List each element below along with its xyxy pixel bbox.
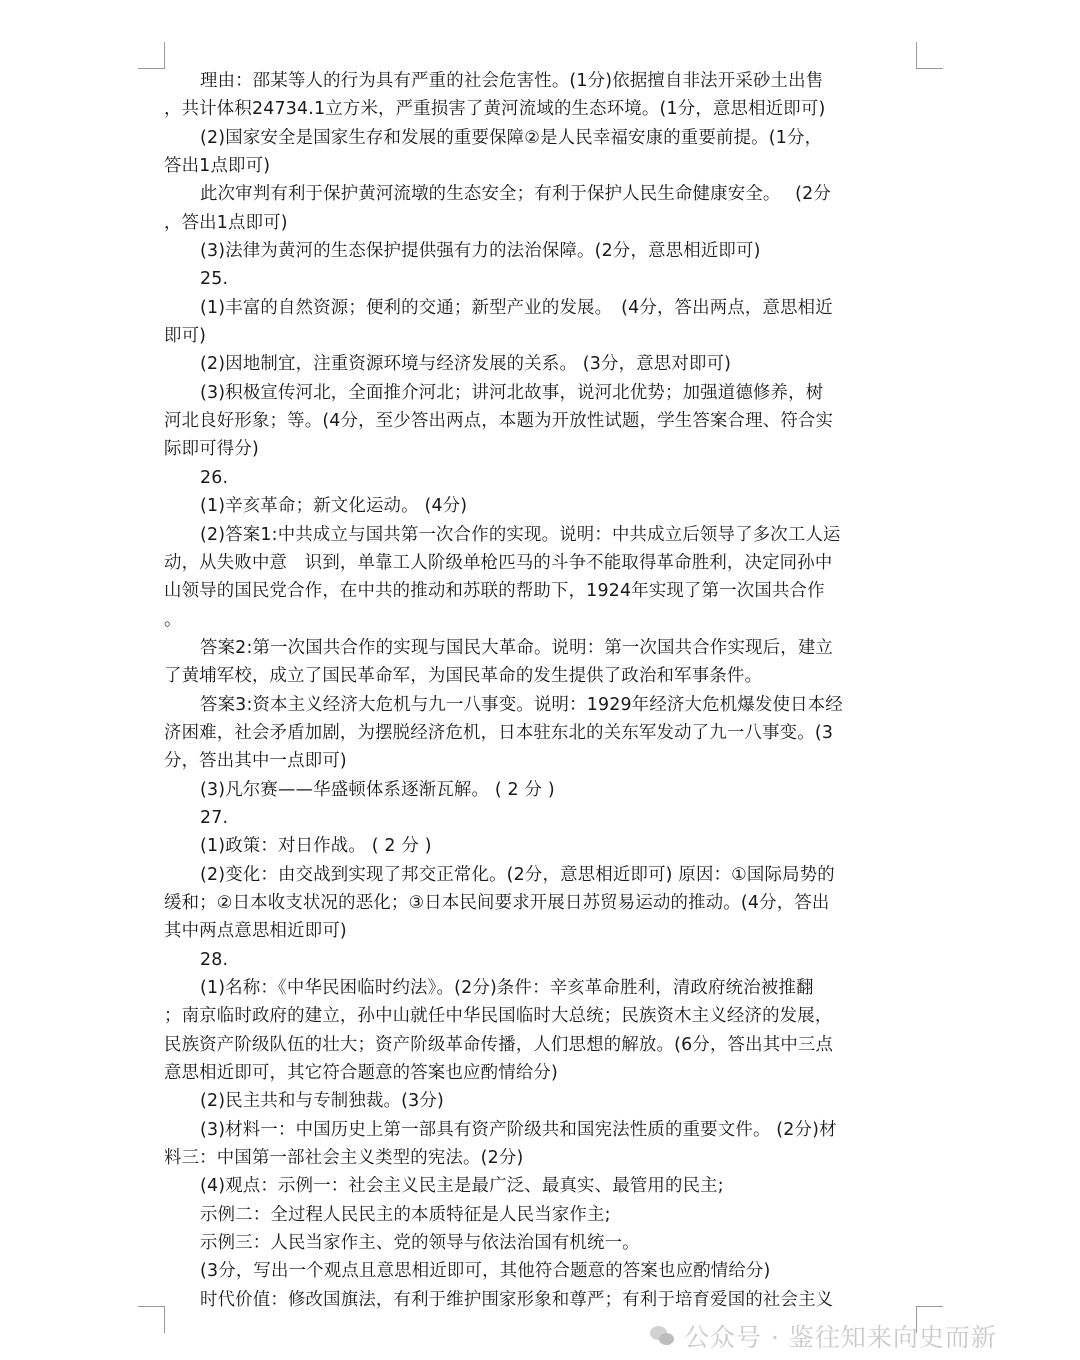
text-line: 济困难，社会矛盾加剧，为摆脱经济危机，日本驻东北的关东军发动了九一八事变。(3 xyxy=(164,722,834,743)
text-line: 25. xyxy=(200,269,229,290)
text-line: (3)法律为黄河的生态保护提供强有力的法治保障。(2分，意思相近即可) xyxy=(200,241,761,262)
text-line: 民族资产阶级队伍的壮大；资产阶级革命传播，人们思想的解放。(6分，答出其中三点 xyxy=(164,1034,834,1055)
answer-text-body xyxy=(164,67,918,1314)
text-line: 河北良好形象；等。(4分，至少答出两点，本题为开放性试题，学生答案合理、符合实 xyxy=(164,411,834,432)
text-line: 示例三：人民当家作主、党的领导与依法治国有机统一。 xyxy=(200,1233,640,1254)
crop-mark-top-left xyxy=(138,42,165,69)
text-line: 即可) xyxy=(164,326,207,347)
text-line: (2)答案1:中共成立与国共第一次合作的实现。说明：中共成立后领导了多次工人运 xyxy=(200,524,841,545)
text-line: 理由：邵某等人的行为具有严重的社会危害性。(1分)依据擅自非法开采砂土出售 xyxy=(200,71,824,91)
text-line: 时代价值：修改国旗法，有利于维护围家形象和尊严；有利于培育爱国的社会主义 xyxy=(200,1289,834,1310)
text-line: (2)变化：由交战到实现了邦交正常化。(2分，意思相近即可) 原因：①国际局势的 xyxy=(200,864,835,885)
text-line: ，答出1点即可) xyxy=(164,212,288,233)
text-line: 其中两点意思相近即可) xyxy=(164,921,347,942)
text-line: (2)民主共和与专制独裁。(3分) xyxy=(200,1091,444,1112)
text-line: 此次审判有利于保护黄河流墩的生态安全；有利于保护人民生命健康安全。 (2分 xyxy=(200,184,831,205)
text-line: 27. xyxy=(200,807,229,828)
text-line: 答案2:第一次国共合作的实现与国民大革命。说明：第一次国共合作实现后，建立 xyxy=(200,637,833,658)
text-line: (1)丰富的自然资源；便利的交通；新型产业的发展。 (4分，答出两点，意思相近 xyxy=(200,297,833,318)
text-line: 。 xyxy=(164,609,182,630)
text-line: (3)凡尔赛——华盛顿体系逐渐瓦解。 ( 2 分 ) xyxy=(200,779,555,800)
crop-mark-top-right xyxy=(916,42,943,69)
text-line: (3)积极宣传河北，全面推介河北；讲河北故事，说河北优势；加强道德修养，树 xyxy=(200,382,824,403)
text-line: (2)因地制宜，注重资源环境与经济发展的关系。 (3分，意思对即可) xyxy=(200,354,732,375)
text-line: (4)观点：示例一：社会主义民主是最广泛、最真实、最管用的民主; xyxy=(200,1176,724,1197)
text-line: 答出1点即可) xyxy=(164,156,271,177)
text-line: (3分，写出一个观点且意思相近即可，其他符合题意的答案也应酌情给分) xyxy=(200,1261,771,1282)
text-line: 际即可得分) xyxy=(164,439,259,460)
text-line: 26. xyxy=(200,467,229,488)
text-line: 了黄埔军校，成立了国民革命军，为国民革命的发生提供了政治和军事条件。 xyxy=(164,666,763,687)
text-line: (1)名称：《中华民困临时约法》。(2分)条件：辛亥革命胜利，清政府统治被推翻 xyxy=(200,978,814,998)
text-line: 28. xyxy=(200,949,229,970)
text-line: 意思相近即可，其它符合题意的答案也应酌情给分) xyxy=(164,1063,558,1084)
text-line: (1)辛亥革命；新文化运动。 (4分) xyxy=(200,496,468,517)
text-line: 山领导的国民党合作，在中共的推动和苏联的帮助下，1924年实现了第一次国共合作 xyxy=(164,581,825,602)
watermark-text: 公众号 · 鉴往知来向史而新 xyxy=(684,1323,997,1352)
text-line: 料三：中国第一部社会主义类型的宪法。(2分) xyxy=(164,1148,524,1169)
text-line: (3)材料一：中国历史上第一部具有资产阶级共和国宪法性质的重要文件。 (2分)材 xyxy=(200,1119,837,1140)
watermark xyxy=(650,1316,997,1356)
text-line: 缓和；②日本收支状况的恶化；③日本民间要求开展日苏贸易运动的推动。(4分，答出 xyxy=(164,892,830,913)
crop-mark-bottom-left xyxy=(138,1306,165,1333)
text-line: 分，答出其中一点即可) xyxy=(164,751,347,772)
text-line: 答案3:资本主义经济大危机与九一八事变。说明：1929年经济大危机爆发使日本经 xyxy=(200,694,843,715)
text-line: 动，从失败中意 识到，单靠工人阶级单枪匹马的斗争不能取得革命胜利，决定同孙中 xyxy=(164,552,833,573)
wechat-icon xyxy=(650,1323,676,1349)
text-line: ；南京临时政府的建立，孙中山就任中华民国临时大总统；民族资木主义经济的发展， xyxy=(164,1006,833,1027)
text-line: 示例二：全过程人民民主的本质特征是人民当家作主; xyxy=(200,1204,611,1225)
text-line: ，共计体积24734.1立方米，严重损害了黄河流域的生态环境。(1分，意思相近即可) xyxy=(164,99,826,120)
text-line: (2)国家安全是国家生存和发展的重要保障②是人民幸福安康的重要前提。(1分， xyxy=(200,127,823,148)
text-line: (1)政策：对日作战。 ( 2 分 ) xyxy=(200,836,432,857)
